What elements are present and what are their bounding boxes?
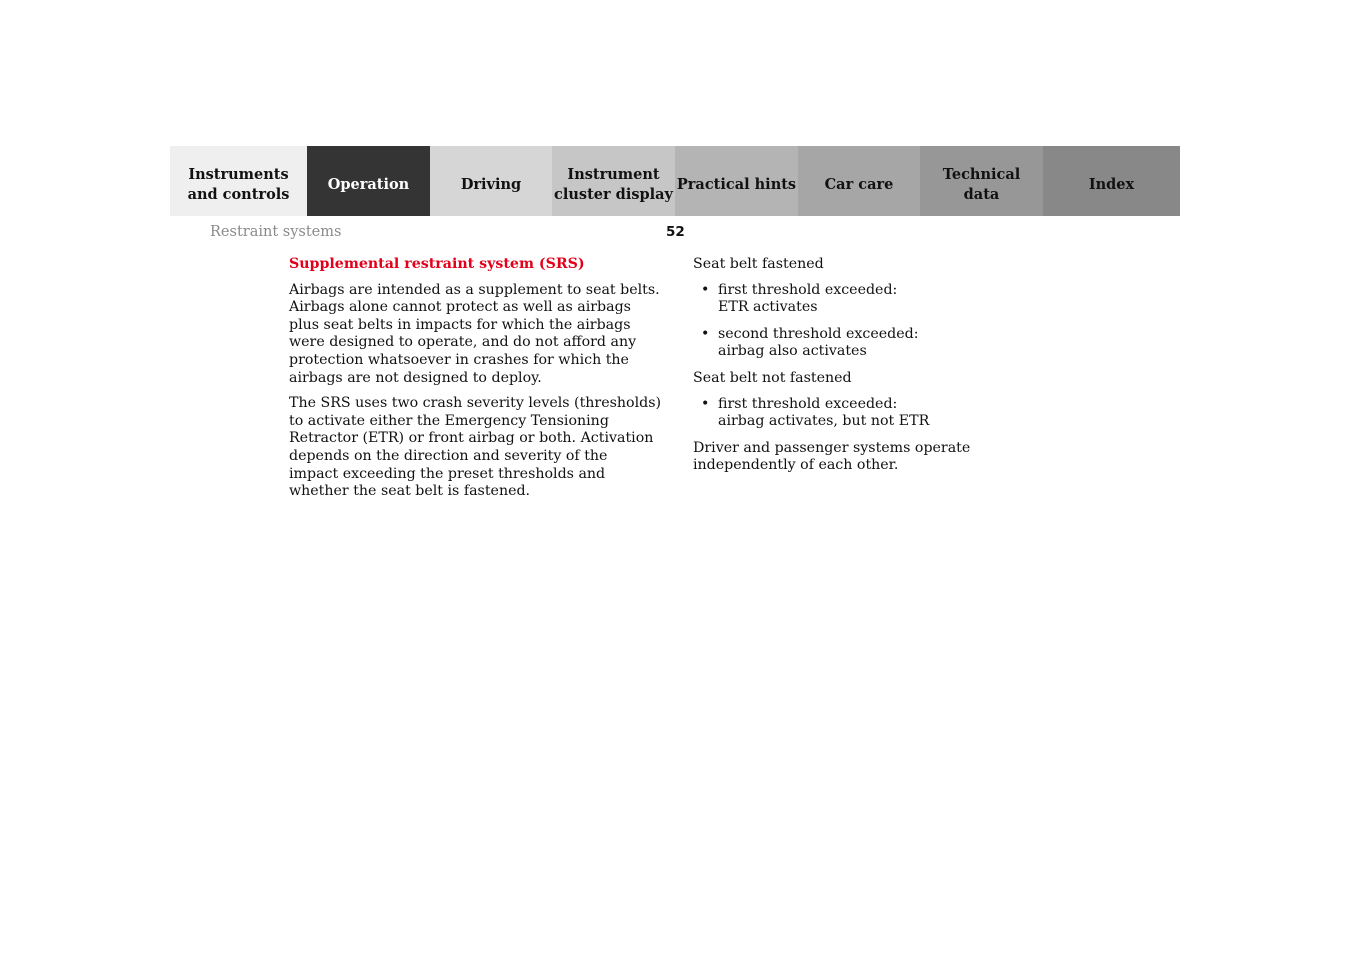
list-item-result: airbag also activates	[718, 343, 867, 360]
list-item	[693, 282, 1073, 317]
seat-belt-fastened-label: Seat belt fastened	[693, 256, 824, 272]
tab-car-care[interactable]: Car care	[798, 146, 920, 216]
list-item	[693, 396, 1073, 431]
section-title: Restraint systems	[210, 224, 342, 240]
crash-threshold-paragraph: The SRS uses two crash severity levels (thresholds) to activate either the Emergency Tensioning Retractor (ETR) or front airbag or both. Activation depends on the direction and severity of the impact exceeding the preset thresholds and whether the seat belt is fastened.	[289, 395, 662, 500]
tab-instrument-cluster-display[interactable]: Instrument cluster display	[552, 146, 675, 216]
list-item-condition: • second threshold exceeded:	[718, 325, 919, 342]
list-item-condition: • first threshold exceeded:	[718, 395, 898, 412]
page-number: 52	[666, 224, 685, 240]
tab-technical-data[interactable]: Technical data	[920, 146, 1043, 216]
airbag-supplement-paragraph: Airbags are intended as a supplement to seat belts. Airbags alone cannot protect as well as airbags plus seat belts in impacts for which the airbags were designed to operate, and do not afford any protection whatsoever in crashes for which the airbags are not designed to deploy.	[289, 281, 660, 386]
list-item-result: airbag activates, but not ETR	[718, 413, 930, 430]
tab-practical-hints[interactable]: Practical hints	[675, 146, 798, 216]
list-item-condition: • first threshold exceeded:	[718, 281, 898, 298]
left-column	[289, 256, 661, 509]
chapter-navigation	[170, 146, 1180, 216]
tab-instruments-and-controls[interactable]: Instruments and controls	[170, 146, 307, 216]
tab-driving[interactable]: Driving	[430, 146, 552, 216]
seat-belt-not-fastened-label: Seat belt not fastened	[693, 369, 852, 386]
list-item	[693, 326, 1073, 361]
independent-systems-note: Driver and passenger systems operate independently of each other.	[693, 439, 971, 474]
right-column	[693, 256, 1073, 483]
list-item-result: ETR activates	[718, 299, 818, 316]
srs-heading: Supplemental restraint system (SRS)	[289, 256, 585, 272]
tab-index[interactable]: Index	[1043, 146, 1180, 216]
tab-operation[interactable]: Operation	[307, 146, 430, 216]
